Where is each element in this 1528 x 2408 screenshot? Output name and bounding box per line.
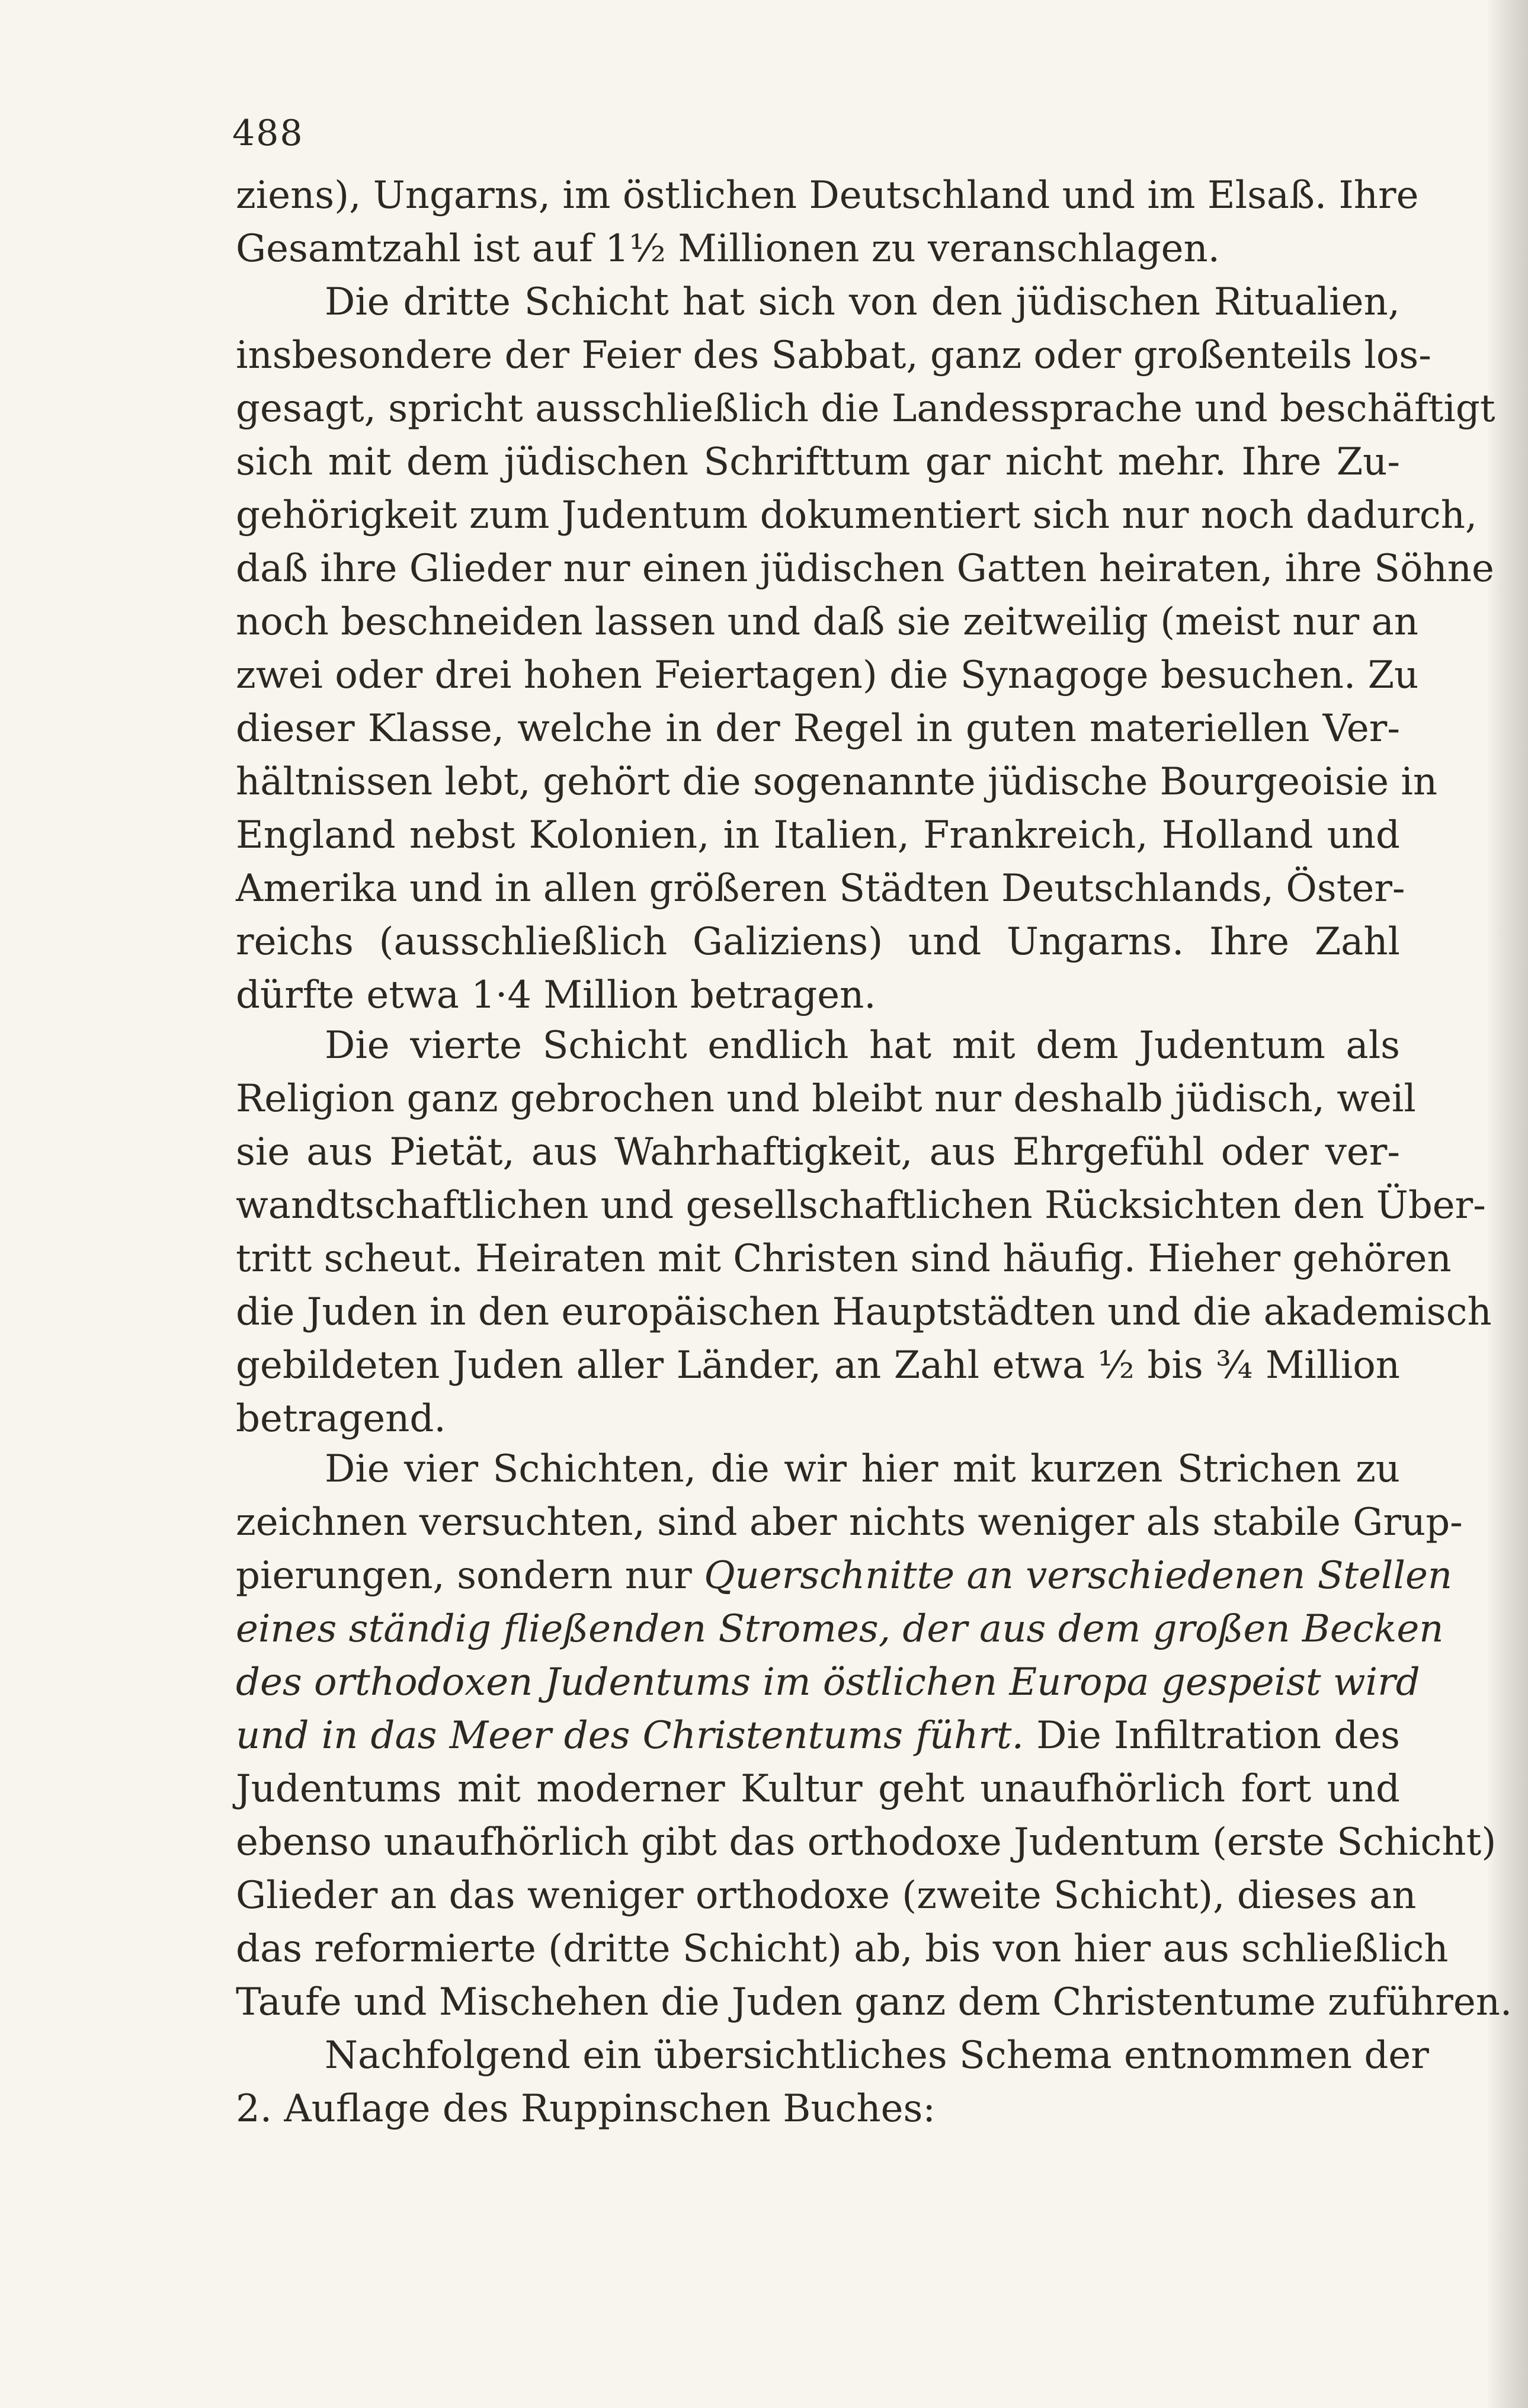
text-line — [236, 1285, 1492, 1339]
line-text: zeichnen versuchten, sind aber nichts weniger als stabile Grup- — [236, 1500, 1463, 1544]
text-line — [236, 1442, 1400, 1496]
text-line — [236, 1709, 1400, 1762]
text-line — [236, 595, 1418, 649]
line-text: Amerika und in allen größeren Städten Deutschlands, Öster- — [236, 867, 1405, 910]
text-line — [236, 169, 1419, 222]
italic-text: des orthodoxen Judentums im östlichen Europa gespeist wird — [236, 1660, 1420, 1704]
text-line — [236, 1496, 1463, 1549]
text-line — [236, 1976, 1513, 2029]
line-text: tritt scheut. Heiraten mit Christen sind häufig. Hieher gehören — [236, 1237, 1452, 1281]
text-line — [236, 755, 1438, 809]
text-line — [236, 915, 1400, 969]
line-text: sich mit dem jüdischen Schrifttum gar nicht mehr. Ihre Zu- — [236, 440, 1400, 484]
line-text: gebildeten Juden aller Länder, an Zahl etwa ½ bis ¾ Million — [236, 1344, 1400, 1387]
text-line — [236, 2029, 1429, 2082]
line-text: Die vierte Schicht endlich hat mit dem Judentum als — [325, 1024, 1400, 1067]
text-line — [236, 1339, 1400, 1392]
text-line — [236, 222, 1400, 275]
line-text: wandtschaftlichen und gesellschaftlichen Rücksichten den Über- — [236, 1184, 1486, 1227]
line-text: Nachfolgend ein übersichtliches Schema entnommen der — [325, 2034, 1429, 2077]
line-text: Taufe und Mischehen die Juden ganz dem Christentume zuführen. — [236, 1980, 1513, 2024]
text-line — [236, 1922, 1449, 1976]
text-line — [236, 1232, 1452, 1285]
line-text: England nebst Kolonien, in Italien, Frankreich, Holland und — [236, 813, 1400, 857]
line-text: Glieder an das weniger orthodoxe (zweite Schicht), dieses an — [236, 1874, 1417, 1918]
line-text: 2. Auflage des Ruppinschen Buches: — [236, 2087, 936, 2131]
text-line — [236, 275, 1400, 329]
text-line — [236, 329, 1431, 382]
italic-text: Querschnitte an verschiedenen Stellen — [704, 1554, 1453, 1598]
text-line — [236, 1549, 1453, 1602]
text-line — [236, 1072, 1416, 1126]
text-line — [236, 1762, 1400, 1816]
line-text: die Juden in den europäischen Hauptstädten und die akademisch — [236, 1290, 1492, 1334]
text-line — [236, 1656, 1420, 1709]
line-text: zwei oder drei hohen Feiertagen) die Synagoge besuchen. Zu — [236, 653, 1419, 697]
page-number: 488 — [232, 113, 304, 154]
line-text: Die vier Schichten, die wir hier mit kurzen Strichen zu — [325, 1447, 1400, 1491]
line-text: Judentums mit moderner Kultur geht unaufhörlich fort und — [236, 1767, 1400, 1811]
line-text: Die dritte Schicht hat sich von den jüdischen Ritualien, — [325, 280, 1400, 324]
text-line — [236, 1869, 1417, 1922]
line-text: hältnissen lebt, gehört die sogenannte jüdische Bourgeoisie in — [236, 760, 1438, 804]
line-text: noch beschneiden lassen und daß sie zeitweilig (meist nur an — [236, 600, 1418, 644]
line-text: sie aus Pietät, aus Wahrhaftigkeit, aus Ehrgefühl oder ver- — [236, 1130, 1400, 1174]
line-text: insbesondere der Feier des Sabbat, ganz oder großenteils los- — [236, 334, 1431, 377]
text-line — [236, 489, 1478, 542]
line-text: dürfte etwa 1·4 Million betragen. — [236, 973, 876, 1017]
line-text: reichs (ausschließlich Galiziens) und Ungarns. Ihre Zahl — [236, 920, 1400, 964]
text-line — [236, 1019, 1400, 1072]
text-line — [236, 862, 1405, 915]
text-line — [236, 1126, 1400, 1179]
line-text: dieser Klasse, welche in der Regel in guten materiellen Ver- — [236, 707, 1400, 751]
text-line — [236, 649, 1419, 702]
text-line — [236, 1179, 1486, 1232]
line-text: das reformierte (dritte Schicht) ab, bis von hier aus schließlich — [236, 1927, 1449, 1971]
line-text: Die Infiltration des — [1024, 1714, 1401, 1758]
line-text: Religion ganz gebrochen und bleibt nur deshalb jüdisch, weil — [236, 1077, 1416, 1121]
text-line — [236, 702, 1400, 755]
line-text: Gesamtzahl ist auf 1½ Millionen zu veranschlagen. — [236, 227, 1220, 271]
text-line — [236, 2082, 1400, 2136]
text-line — [236, 382, 1495, 435]
italic-text: eines ständig fließenden Stromes, der aus dem großen Becken — [236, 1607, 1444, 1651]
line-text: daß ihre Glieder nur einen jüdischen Gatten heiraten, ihre Söhne — [236, 547, 1494, 591]
text-line — [236, 809, 1400, 862]
line-text: gehörigkeit zum Judentum dokumentiert sich nur noch dadurch, — [236, 493, 1478, 537]
line-text: pierungen, sondern nur — [236, 1554, 704, 1598]
text-line — [236, 542, 1494, 595]
line-text: gesagt, spricht ausschließlich die Landessprache und beschäftigt — [236, 387, 1495, 431]
line-text: ebenso unaufhörlich gibt das orthodoxe Judentum (erste Schicht) — [236, 1820, 1497, 1864]
line-text: betragend. — [236, 1397, 446, 1441]
text-line — [236, 1602, 1444, 1656]
line-text: ziens), Ungarns, im östlichen Deutschland und im Elsaß. Ihre — [236, 174, 1419, 217]
text-line — [236, 969, 1400, 1022]
text-line — [236, 1392, 1400, 1445]
text-line — [236, 435, 1400, 489]
page-edge-shadow — [1487, 0, 1528, 2408]
italic-text: und in das Meer des Christentums führt. — [236, 1714, 1024, 1758]
text-line — [236, 1816, 1497, 1869]
